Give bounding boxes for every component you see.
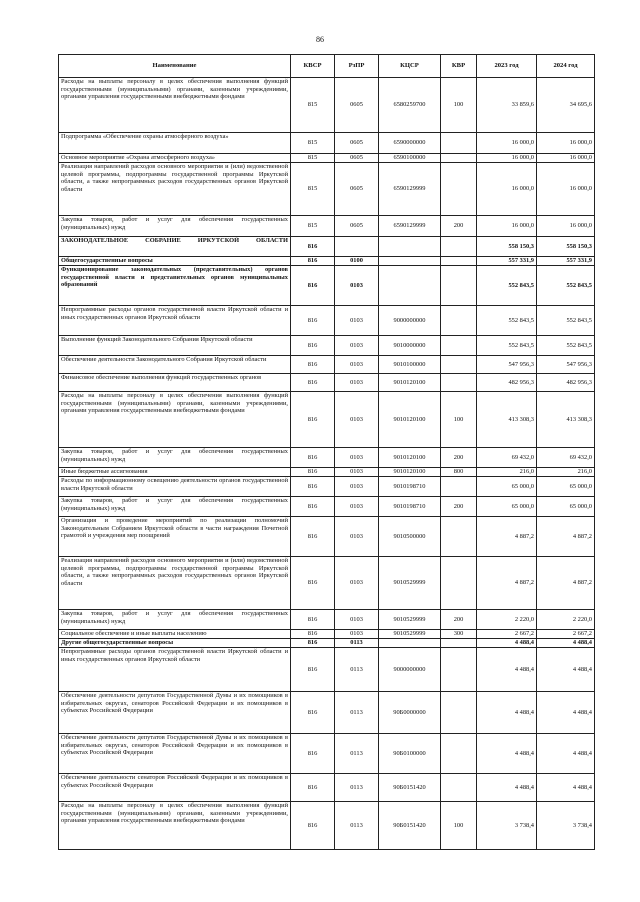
row-amount-2023: 482 956,3 [477, 374, 537, 392]
row-rzpr: 0113 [335, 774, 379, 802]
row-amount-2024: 552 843,5 [537, 336, 595, 356]
row-name: Социальное обеспечение и иные выплаты населению [59, 630, 291, 639]
row-name: Непрограммные расходы органов государственной власти Иркутской области и иных государственных органов Иркутской области [59, 648, 291, 692]
table-row [59, 517, 595, 557]
row-kcsr: 9010529999 [379, 630, 441, 639]
row-kvr [441, 517, 477, 557]
row-amount-2023: 4 488,4 [477, 734, 537, 774]
header-2023: 2023 год [477, 55, 537, 78]
row-kvsr: 816 [291, 468, 335, 477]
row-amount-2024: 65 000,0 [537, 497, 595, 517]
row-rzpr: 0113 [335, 648, 379, 692]
row-kcsr: 9010529999 [379, 557, 441, 610]
row-name: Расходы по информационному освещению деятельности органов государственной власти Иркутской области [59, 477, 291, 497]
row-amount-2024: 216,0 [537, 468, 595, 477]
table-row [59, 630, 595, 639]
row-kcsr: 9010120100 [379, 374, 441, 392]
row-rzpr: 0113 [335, 802, 379, 850]
row-kcsr [379, 639, 441, 648]
row-amount-2023: 558 150,3 [477, 237, 537, 257]
row-kvr [441, 374, 477, 392]
row-rzpr: 0100 [335, 257, 379, 266]
row-kcsr: 6590000000 [379, 133, 441, 154]
row-rzpr: 0605 [335, 216, 379, 237]
row-kvsr: 816 [291, 356, 335, 374]
row-name: Функционирование законодательных (представительных) органов государственной власти и представительных органов муниципальных образований [59, 266, 291, 306]
row-name: ЗАКОНОДАТЕЛЬНОЕ СОБРАНИЕ ИРКУТСКОЙ ОБЛАСТИ [59, 237, 291, 257]
row-name: Общегосударственные вопросы [59, 257, 291, 266]
row-amount-2024: 547 956,3 [537, 356, 595, 374]
row-amount-2023: 413 308,3 [477, 392, 537, 448]
row-name: Обеспечение деятельности сенаторов Российской Федерации и их помощников в субъектах Российской Федерации [59, 774, 291, 802]
row-amount-2024: 4 488,4 [537, 734, 595, 774]
row-amount-2024: 4 488,4 [537, 692, 595, 734]
row-kcsr: 9010120100 [379, 468, 441, 477]
row-kvr: 200 [441, 216, 477, 237]
header-name: Наименование [59, 55, 291, 78]
row-rzpr: 0103 [335, 477, 379, 497]
row-rzpr: 0103 [335, 356, 379, 374]
row-amount-2023: 552 843,5 [477, 306, 537, 336]
row-rzpr: 0103 [335, 610, 379, 630]
row-kcsr: 90Б0151420 [379, 774, 441, 802]
row-amount-2024: 3 738,4 [537, 802, 595, 850]
row-amount-2024: 69 432,0 [537, 448, 595, 468]
row-amount-2024: 65 000,0 [537, 477, 595, 497]
row-kcsr: 9010120100 [379, 392, 441, 448]
row-kvr: 200 [441, 497, 477, 517]
row-amount-2023: 4 488,4 [477, 648, 537, 692]
row-rzpr: 0103 [335, 497, 379, 517]
row-rzpr: 0103 [335, 448, 379, 468]
row-amount-2024: 16 000,0 [537, 216, 595, 237]
table-row [59, 163, 595, 216]
header-2024: 2024 год [537, 55, 595, 78]
row-rzpr: 0113 [335, 692, 379, 734]
row-kcsr: 9010529999 [379, 610, 441, 630]
row-amount-2023: 4 488,4 [477, 692, 537, 734]
row-amount-2023: 16 000,0 [477, 216, 537, 237]
row-kvsr: 816 [291, 266, 335, 306]
row-rzpr: 0103 [335, 517, 379, 557]
row-kcsr: 6590129999 [379, 163, 441, 216]
row-amount-2023: 33 859,6 [477, 78, 537, 133]
row-kcsr [379, 237, 441, 257]
row-name: Закупка товаров, работ и услуг для обеспечения государственных (муниципальных) нужд [59, 448, 291, 468]
row-kvsr: 816 [291, 257, 335, 266]
row-name: Реализация направлений расходов основного мероприятия и (или) ведомственной целевой программы, подпрограммы государственной программы Иркутской области, а также непрограммных расходов государственных органов Иркутской области [59, 163, 291, 216]
row-amount-2024: 4 488,4 [537, 774, 595, 802]
table-row [59, 374, 595, 392]
header-kcsr: КЦСР [379, 55, 441, 78]
row-kvsr: 815 [291, 163, 335, 216]
header-kvsr: КВСР [291, 55, 335, 78]
row-rzpr: 0605 [335, 154, 379, 163]
row-name: Обеспечение деятельности депутатов Государственной Думы и их помощников в избирательных округах, сенаторов Российской Федерации и их помощников в субъектах Российской Федерации [59, 734, 291, 774]
row-amount-2024: 4 488,4 [537, 639, 595, 648]
table-row [59, 610, 595, 630]
row-kvr [441, 557, 477, 610]
row-amount-2023: 2 667,2 [477, 630, 537, 639]
table-row [59, 497, 595, 517]
row-kvsr: 815 [291, 133, 335, 154]
row-amount-2024: 557 331,9 [537, 257, 595, 266]
row-name: Обеспечение деятельности депутатов Государственной Думы и их помощников в избирательных округах, сенаторов Российской Федерации и их помощников в субъектах Российской Федерации [59, 692, 291, 734]
row-kcsr: 9010198710 [379, 497, 441, 517]
row-name: Выполнение функций Законодательного Собрания Иркутской области [59, 336, 291, 356]
row-kcsr: 9000000000 [379, 306, 441, 336]
row-amount-2023: 4 887,2 [477, 557, 537, 610]
row-kvsr: 816 [291, 306, 335, 336]
row-kvr: 100 [441, 392, 477, 448]
table-row [59, 734, 595, 774]
row-rzpr: 0103 [335, 630, 379, 639]
row-amount-2024: 558 150,3 [537, 237, 595, 257]
row-amount-2023: 3 738,4 [477, 802, 537, 850]
row-kvsr: 816 [291, 734, 335, 774]
row-kvsr: 816 [291, 557, 335, 610]
row-kvr [441, 237, 477, 257]
row-kvr [441, 163, 477, 216]
row-rzpr: 0605 [335, 163, 379, 216]
row-amount-2024: 552 843,5 [537, 266, 595, 306]
row-kcsr: 9010120100 [379, 448, 441, 468]
row-kvsr: 816 [291, 392, 335, 448]
row-kvsr: 816 [291, 517, 335, 557]
row-kvsr: 815 [291, 216, 335, 237]
row-kcsr: 9010100000 [379, 356, 441, 374]
row-name: Закупка товаров, работ и услуг для обеспечения государственных (муниципальных) нужд [59, 610, 291, 630]
table-row [59, 154, 595, 163]
row-name: Расходы на выплаты персоналу в целях обеспечения выполнения функций государственными (муниципальными) органами, казенными учреждениями, органами управления государственными внебюджетными фондами [59, 392, 291, 448]
row-kcsr: 6590100000 [379, 154, 441, 163]
row-kvsr: 816 [291, 497, 335, 517]
row-kvr [441, 692, 477, 734]
row-amount-2023: 216,0 [477, 468, 537, 477]
row-kvr [441, 257, 477, 266]
table-row [59, 306, 595, 336]
row-amount-2023: 16 000,0 [477, 154, 537, 163]
row-amount-2023: 552 843,5 [477, 336, 537, 356]
row-amount-2023: 552 843,5 [477, 266, 537, 306]
row-name: Организация и проведение мероприятий по реализации полномочий Законодательным Собранием Иркутской области в части награждения Почетной грамотой и учреждения мер поощрений [59, 517, 291, 557]
row-amount-2024: 4 887,2 [537, 517, 595, 557]
row-kvsr: 816 [291, 374, 335, 392]
row-kvr: 800 [441, 468, 477, 477]
row-name: Основное мероприятие «Охрана атмосферного воздуха» [59, 154, 291, 163]
page-number: 86 [316, 35, 324, 44]
row-amount-2023: 69 432,0 [477, 448, 537, 468]
row-kcsr: 90Б0151420 [379, 802, 441, 850]
row-rzpr [335, 237, 379, 257]
row-amount-2023: 2 220,0 [477, 610, 537, 630]
table-row [59, 78, 595, 133]
row-kvr [441, 336, 477, 356]
row-rzpr: 0605 [335, 133, 379, 154]
row-kcsr: 6580259700 [379, 78, 441, 133]
row-kvsr: 816 [291, 648, 335, 692]
row-amount-2023: 557 331,9 [477, 257, 537, 266]
row-kvsr: 816 [291, 639, 335, 648]
row-kvr: 300 [441, 630, 477, 639]
row-amount-2024: 482 956,3 [537, 374, 595, 392]
row-kvsr: 816 [291, 802, 335, 850]
row-kvr [441, 477, 477, 497]
row-kcsr: 90Б0100000 [379, 734, 441, 774]
row-kvr [441, 133, 477, 154]
row-kvr: 200 [441, 610, 477, 630]
row-amount-2024: 413 308,3 [537, 392, 595, 448]
row-kvsr: 816 [291, 477, 335, 497]
budget-table [58, 54, 595, 850]
row-amount-2023: 65 000,0 [477, 497, 537, 517]
row-kvr [441, 306, 477, 336]
row-amount-2023: 65 000,0 [477, 477, 537, 497]
row-kvr [441, 266, 477, 306]
row-amount-2023: 16 000,0 [477, 163, 537, 216]
row-kcsr: 9010000000 [379, 336, 441, 356]
table-row [59, 257, 595, 266]
row-amount-2024: 16 000,0 [537, 163, 595, 216]
row-kvsr: 816 [291, 237, 335, 257]
row-amount-2023: 16 000,0 [477, 133, 537, 154]
table-header-row [59, 55, 595, 78]
row-kvsr: 815 [291, 154, 335, 163]
row-kcsr [379, 266, 441, 306]
table-row [59, 356, 595, 374]
row-kcsr [379, 257, 441, 266]
row-kcsr: 6590129999 [379, 216, 441, 237]
row-amount-2024: 16 000,0 [537, 133, 595, 154]
row-name: Финансовое обеспечение выполнения функций государственных органов [59, 374, 291, 392]
row-rzpr: 0605 [335, 78, 379, 133]
row-name: Иные бюджетные ассигнования [59, 468, 291, 477]
table-row [59, 774, 595, 802]
row-amount-2024: 2 667,2 [537, 630, 595, 639]
row-kvsr: 815 [291, 78, 335, 133]
table-row [59, 392, 595, 448]
row-amount-2023: 547 956,3 [477, 356, 537, 374]
row-rzpr: 0103 [335, 266, 379, 306]
header-kvr: КВР [441, 55, 477, 78]
row-rzpr: 0113 [335, 639, 379, 648]
row-rzpr: 0103 [335, 557, 379, 610]
table-row [59, 448, 595, 468]
row-kcsr: 9010198710 [379, 477, 441, 497]
table-row [59, 468, 595, 477]
row-amount-2024: 552 843,5 [537, 306, 595, 336]
table-row [59, 692, 595, 734]
row-kvsr: 816 [291, 336, 335, 356]
row-rzpr: 0103 [335, 336, 379, 356]
table-row [59, 237, 595, 257]
row-kcsr: 9010500000 [379, 517, 441, 557]
row-amount-2024: 34 695,6 [537, 78, 595, 133]
header-rzpr: РзПР [335, 55, 379, 78]
row-amount-2023: 4 488,4 [477, 639, 537, 648]
table-row [59, 648, 595, 692]
table-row [59, 477, 595, 497]
row-name: Закупка товаров, работ и услуг для обеспечения государственных (муниципальных) нужд [59, 497, 291, 517]
table-row [59, 133, 595, 154]
row-kvsr: 816 [291, 692, 335, 734]
table-row [59, 639, 595, 648]
row-kvr [441, 639, 477, 648]
row-kvr [441, 734, 477, 774]
table-row [59, 216, 595, 237]
row-kvsr: 816 [291, 610, 335, 630]
row-amount-2023: 4 887,2 [477, 517, 537, 557]
row-rzpr: 0103 [335, 306, 379, 336]
row-amount-2024: 4 887,2 [537, 557, 595, 610]
row-kvr: 100 [441, 802, 477, 850]
row-kvsr: 816 [291, 630, 335, 639]
row-kvr: 200 [441, 448, 477, 468]
table-row [59, 266, 595, 306]
row-rzpr: 0103 [335, 374, 379, 392]
table-row [59, 336, 595, 356]
row-amount-2024: 2 220,0 [537, 610, 595, 630]
row-kvr [441, 356, 477, 374]
row-amount-2024: 4 488,4 [537, 648, 595, 692]
row-amount-2023: 4 488,4 [477, 774, 537, 802]
row-kvsr: 816 [291, 448, 335, 468]
row-name: Расходы на выплаты персоналу в целях обеспечения выполнения функций государственными (муниципальными) органами, казенными учреждениями, органами управления государственными внебюджетными фондами [59, 802, 291, 850]
row-name: Подпрограмма «Обеспечение охраны атмосферного воздуха» [59, 133, 291, 154]
row-name: Расходы на выплаты персоналу в целях обеспечения выполнения функций государственными (муниципальными) органами, казенными учреждениями, органами управления государственными внебюджетными фондами [59, 78, 291, 133]
row-kvr [441, 648, 477, 692]
table-row [59, 557, 595, 610]
row-amount-2024: 16 000,0 [537, 154, 595, 163]
row-name: Обеспечение деятельности Законодательного Собрания Иркутской области [59, 356, 291, 374]
row-kvr [441, 154, 477, 163]
row-name: Непрограммные расходы органов государственной власти Иркутской области и иных государственных органов Иркутской области [59, 306, 291, 336]
table-row [59, 802, 595, 850]
row-kvr [441, 774, 477, 802]
row-kcsr: 90Б0000000 [379, 692, 441, 734]
row-name: Реализация направлений расходов основного мероприятия и (или) ведомственной целевой программы, подпрограммы государственной программы Иркутской области, а также непрограммных расходов государственных органов Иркутской области [59, 557, 291, 610]
row-kvr: 100 [441, 78, 477, 133]
row-rzpr: 0113 [335, 734, 379, 774]
row-name: Другие общегосударственные вопросы [59, 639, 291, 648]
row-kvsr: 816 [291, 774, 335, 802]
row-rzpr: 0103 [335, 392, 379, 448]
row-name: Закупка товаров, работ и услуг для обеспечения государственных (муниципальных) нужд [59, 216, 291, 237]
row-rzpr: 0103 [335, 468, 379, 477]
row-kcsr: 9000000000 [379, 648, 441, 692]
